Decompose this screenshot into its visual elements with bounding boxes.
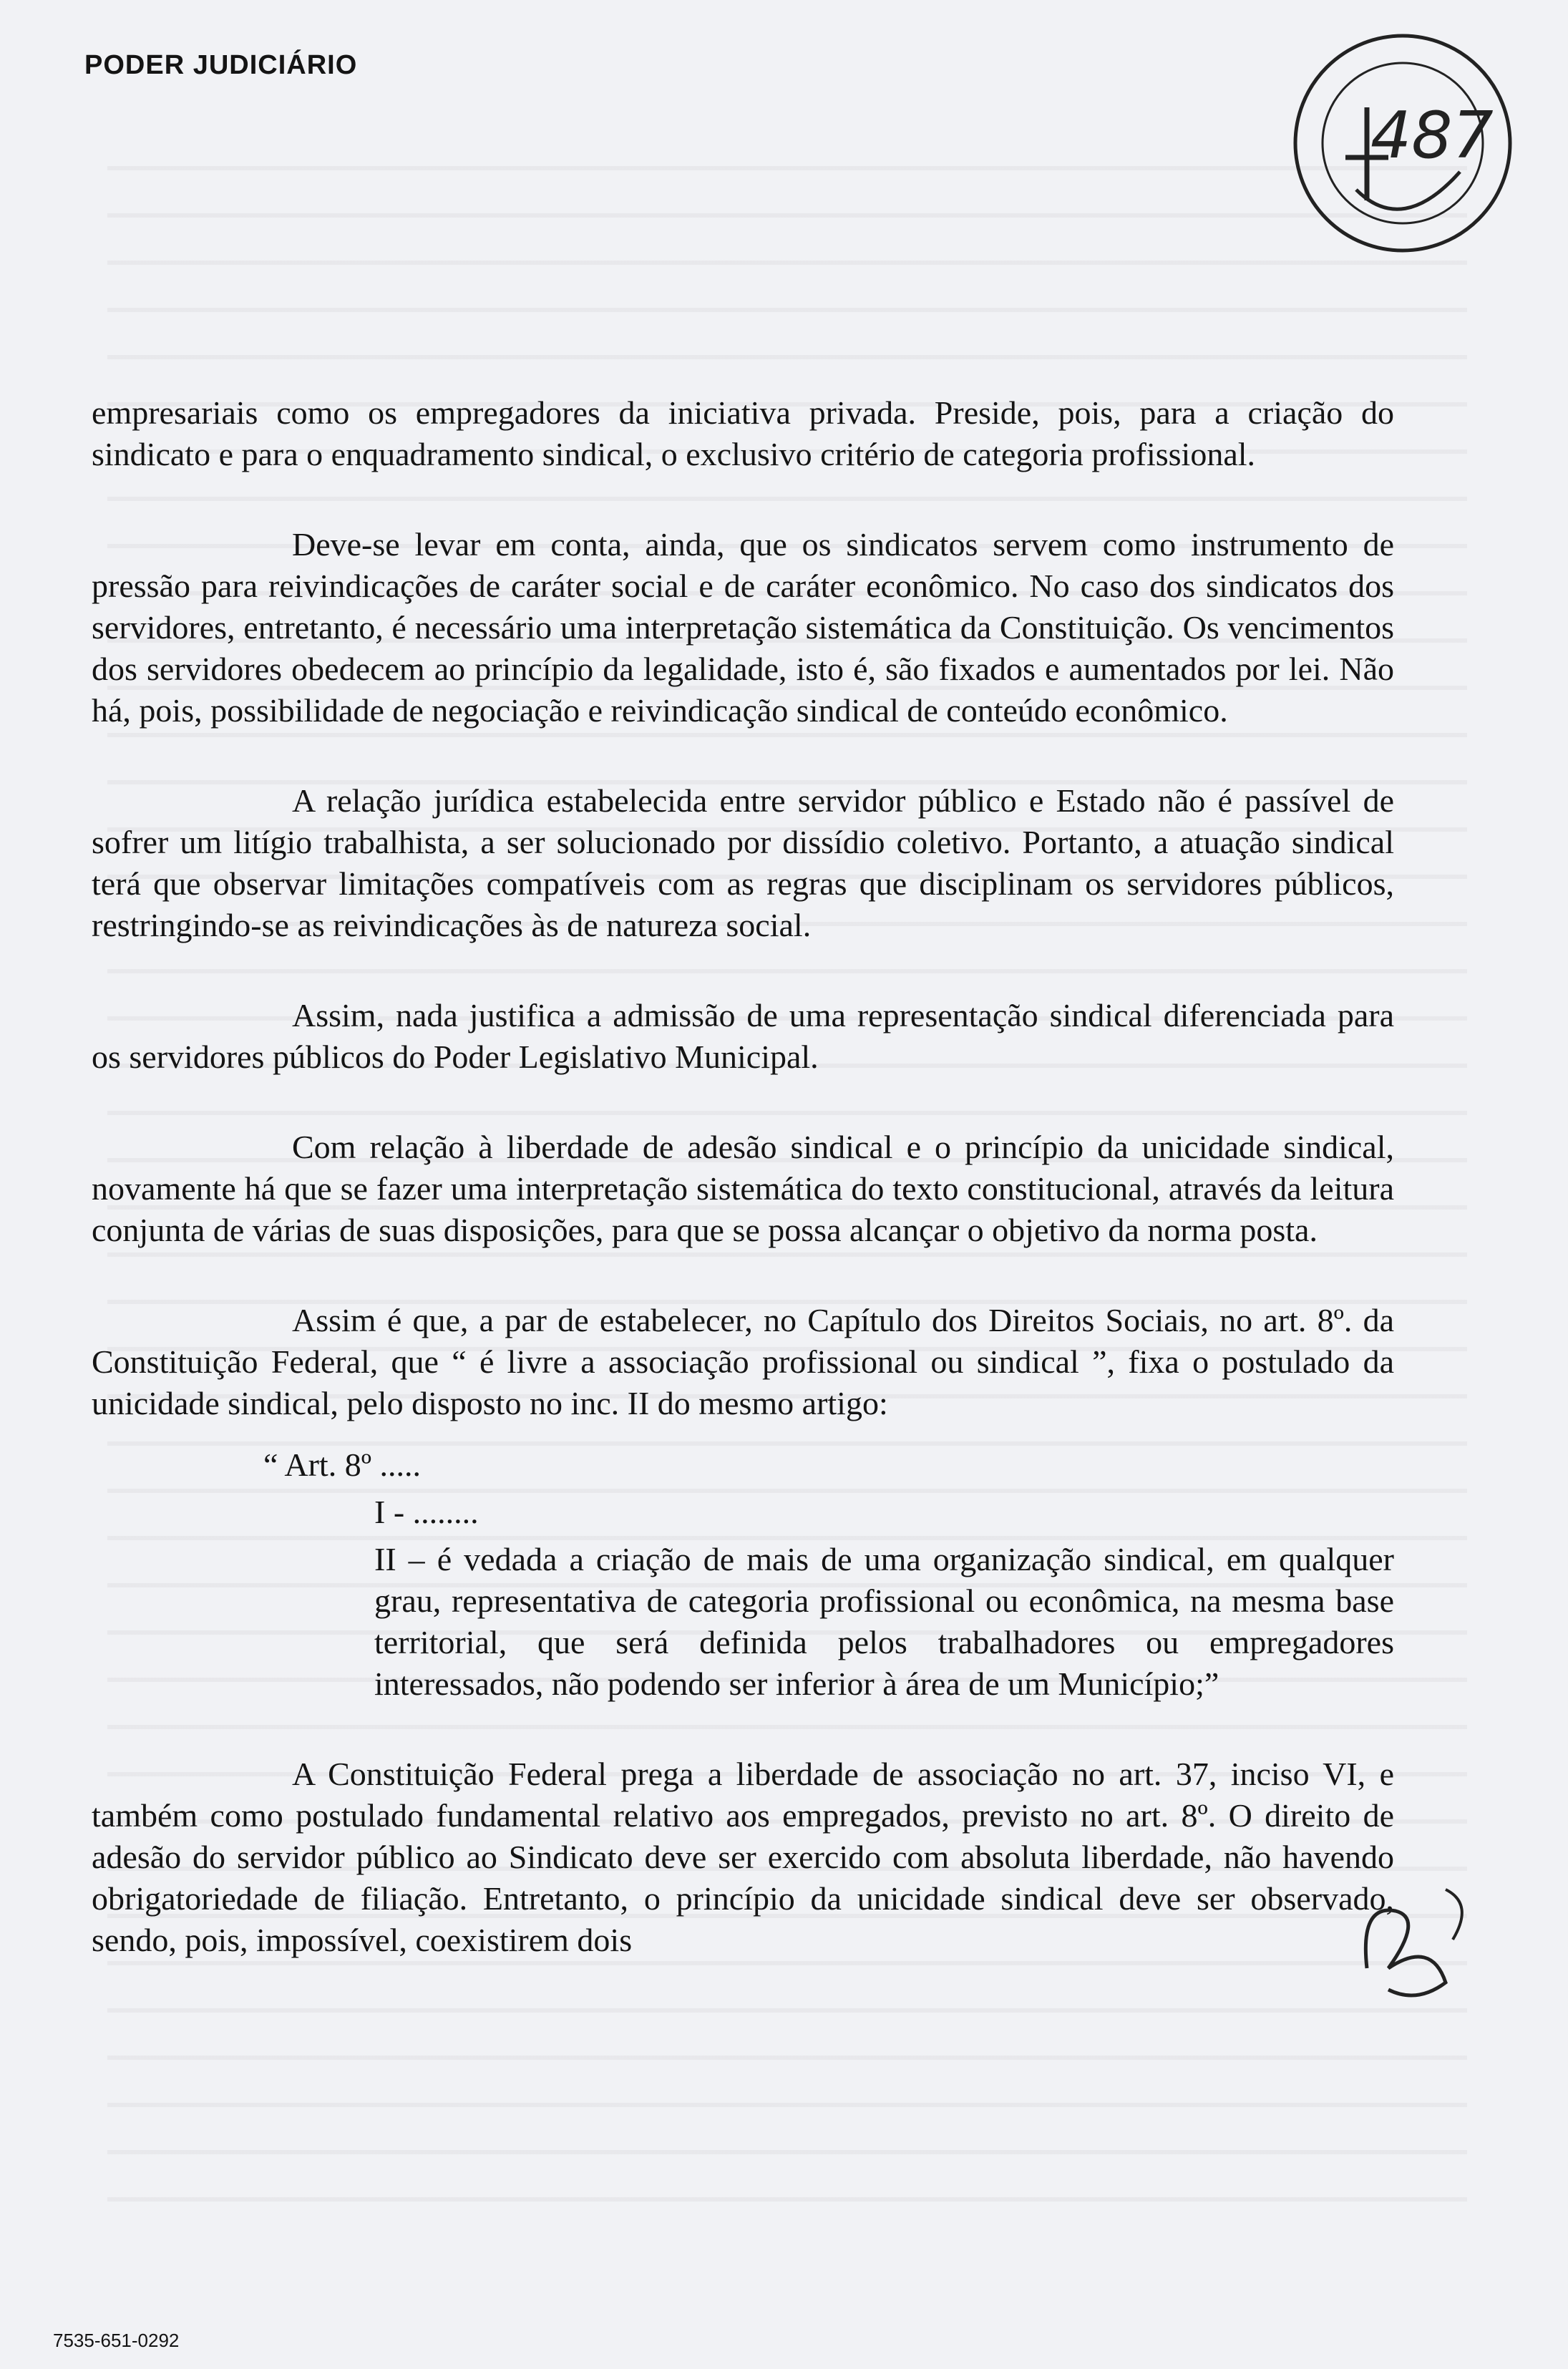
paragraph-4: Assim, nada justifica a admissão de uma representação sindical diferenciada para os servidores públicos do Poder Legislativo Municipal. xyxy=(92,997,1394,1075)
paragraph-5: Com relação à liberdade de adesão sindical e o princípio da unicidade sindical, novamente há que se fazer uma interpretação sistemática do texto constitucional, através da leitura conjunta de várias de suas disposições, para que se possa alcançar o objetivo da norma posta. xyxy=(92,1129,1394,1248)
paragraph-6: Assim é que, a par de estabelecer, no Capítulo dos Direitos Sociais, no art. 8º. da Constituição Federal, que “ é livre a associação profissional ou sindical ”, fixa o postulado da unicidade sindical, pelo disposto no inc. II do mesmo artigo: xyxy=(92,1302,1394,1421)
paragraph-2: Deve-se levar em conta, ainda, que os sindicatos servem como instrumento de pressão para reivindicações de caráter social e de caráter econômico. No caso dos sindicatos dos servidores, entretanto, é necessário uma interpretação sistemática da Constituição. Os vencimentos dos servidores obedecem ao princípio da legalidade, isto é, são fixados e aumentados por lei. Não há, pois, possibilidade de negociação e reivindicação sindical de conteúdo econômico. xyxy=(92,526,1394,729)
quote-item-2: II – é vedada a criação de mais de uma organização sindical, em qualquer grau, representativa de categoria profissional ou econômica, na mesma base territorial, que será definida pelos trabalhadores ou empregadores interessados, não podendo ser inferior à área de um Município;” xyxy=(374,1541,1394,1702)
legal-quote xyxy=(263,1444,1394,1705)
footer-code: 7535-651-0292 xyxy=(53,2330,180,2351)
quote-article: “ Art. 8º ..... xyxy=(263,1446,421,1483)
document-body xyxy=(92,392,1394,2010)
stamp-number: 487 xyxy=(1370,98,1494,173)
handwritten-initials xyxy=(1345,1861,1489,2018)
paragraph-closing: A Constituição Federal prega a liberdade de associação no art. 37, inciso VI, e também como postulado fundamental relativo aos empregados, previsto no art. 8º. O direito de adesão do servidor público ao Sindicato deve ser exercido com absoluta liberdade, não havendo obrigatoriedade de filiação. Entretanto, o princípio da unicidade sindical deve ser observado, sendo, pois, impossível, coexistirem dois xyxy=(92,1756,1394,1958)
page-header: PODER JUDICIÁRIO xyxy=(84,50,358,80)
paragraph-1: empresariais como os empregadores da iniciativa privada. Preside, pois, para a criação do sindicato e para o enquadramento sindical, o exclusivo critério de categoria profissional. xyxy=(92,394,1394,472)
court-stamp xyxy=(1281,21,1524,265)
quote-item-1: I - ........ xyxy=(374,1494,479,1530)
paragraph-3: A relação jurídica estabelecida entre servidor público e Estado não é passível de sofrer um litígio trabalhista, a ser solucionado por dissídio coletivo. Portanto, a atuação sindical terá que observar limitações compatíveis com as regras que disciplinam os servidores públicos, restringindo-se as reivindicações às de natureza social. xyxy=(92,782,1394,943)
